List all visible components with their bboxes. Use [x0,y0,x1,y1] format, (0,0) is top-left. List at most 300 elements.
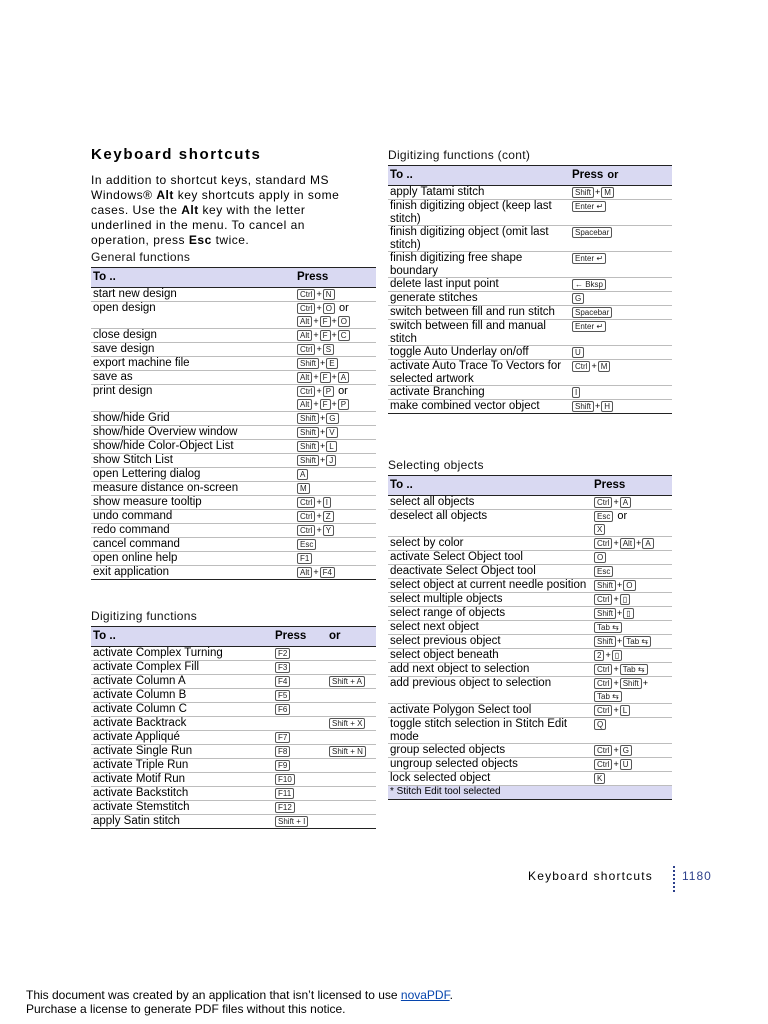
plus-sign: + [320,427,326,437]
select-row-shortcut [592,718,672,744]
table-row [388,360,672,386]
select-row-shortcut [592,663,672,677]
table-row [91,524,376,538]
select-row-shortcut [592,621,672,635]
key-enter: Enter ↵ [572,321,606,332]
table-row [388,677,672,704]
table-row [388,346,672,360]
table-row [388,565,672,579]
digit-row-alt [327,661,376,675]
plus-sign: + [320,441,326,451]
digit-row-label: activate Column A [91,675,273,689]
key-alt: Alt [297,399,312,410]
key-shift: Shift [297,441,319,452]
key-o: O [338,316,350,327]
key-f4: F4 [320,567,335,578]
key-f6: F6 [275,704,290,715]
license-notice [26,988,453,1016]
key-o: O [623,580,635,591]
table-row [388,621,672,635]
table-row [91,689,376,703]
plus-sign: + [591,361,597,371]
cont-row-label: finish digitizing free shape boundary [388,252,570,278]
key-shift: Shift [594,608,616,619]
select-row-shortcut [592,635,672,649]
table-row [91,661,376,675]
select-row-shortcut [592,772,672,786]
general-row-label: open Lettering dialog [91,468,295,482]
key-v: V [326,427,337,438]
key-ctrl: Ctrl [594,497,612,508]
general-row-shortcut [295,552,376,566]
general-row-shortcut [295,343,376,357]
select-row-shortcut [592,758,672,772]
table-row [388,306,672,320]
general-row-label: redo command [91,524,295,538]
general-row-label: measure distance on-screen [91,482,295,496]
digit-row-press [273,787,327,801]
key-k: K [594,773,605,784]
digit-row-alt [327,787,376,801]
digit-row-label: activate Complex Fill [91,661,273,675]
table-row [91,745,376,759]
intro-text-2: key shortcuts apply in some cases. Use the [91,188,340,217]
key-ctrl: Ctrl [297,386,315,397]
table-row [388,278,672,292]
table-row [388,579,672,593]
general-row-label: cancel command [91,538,295,552]
plus-sign: + [320,358,326,368]
general-row-label: undo command [91,510,295,524]
general-row-label: open online help [91,552,295,566]
key-ctrl: Ctrl [594,538,612,549]
col-or-label: or [607,169,619,182]
key-f: F [320,372,331,383]
select-row-label: activate Select Object tool [388,551,592,565]
col-to: To .. [91,627,273,647]
plus-sign: + [613,705,619,715]
general-row-label: show/hide Grid [91,412,295,426]
table-row [91,703,376,717]
key-n: N [323,289,335,300]
table-row [91,329,376,343]
plus-sign: + [595,187,601,197]
cont-row-label: apply Tatami stitch [388,186,570,200]
select-row-label: select object at current needle position [388,579,592,593]
key-f: F [320,316,331,327]
cont-row-shortcut [570,386,672,400]
table-row [388,607,672,621]
table-row [388,772,672,786]
digit-row-alt [327,717,376,731]
plus-sign: + [617,608,623,618]
col-to: To .. [388,476,592,496]
plus-sign: + [316,497,322,507]
select-row-label: deactivate Select Object tool [388,565,592,579]
digit-row-press [273,773,327,787]
key-u: U [572,347,584,358]
key-x: X [594,524,605,535]
key-ctrl: Ctrl [297,344,315,355]
general-row-shortcut [295,357,376,371]
table-row [388,200,672,226]
key-esc: Esc [594,511,613,522]
key-m: M [601,187,614,198]
key-j: J [326,455,336,466]
table-row [91,647,376,661]
select-row-shortcut [592,537,672,551]
plus-sign: + [313,399,319,409]
key-enter: Enter ↵ [572,201,606,212]
key-ctrl: Ctrl [594,664,612,675]
general-row-shortcut [295,524,376,538]
plus-sign: + [331,316,337,326]
plus-sign: + [595,401,601,411]
general-row-shortcut [295,510,376,524]
digit-row-press [273,815,327,829]
general-row-shortcut [295,468,376,482]
key-enter: Enter ↵ [572,253,606,264]
notice-line-2: Purchase a license to generate PDF files without this notice. [26,1002,346,1016]
table-row [91,566,376,580]
selecting-objects-heading: Selecting objects [388,458,484,472]
key-shift: Shift [297,413,319,424]
table-row [91,787,376,801]
key-f11: F11 [275,788,294,799]
key-e: E [326,358,337,369]
key-shift-i: Shift + I [275,816,308,827]
key-tab: Tab ⇆ [623,636,651,647]
general-row-shortcut [295,454,376,468]
plus-sign: + [313,372,319,382]
page-number: 1180 [682,869,712,883]
select-row-label: deselect all objects [388,510,592,537]
key-f4: F4 [275,676,290,687]
select-row-label: group selected objects [388,744,592,758]
cont-row-label: activate Auto Trace To Vectors for selected artwork [388,360,570,386]
table-row [388,635,672,649]
table-row [91,773,376,787]
novapdf-link[interactable]: novaPDF [400,988,450,1002]
key-alt: Alt [297,567,312,578]
digit-row-press [273,731,327,745]
notice-period: . [449,988,453,1002]
plus-sign: + [613,497,619,507]
digit-row-label: activate Backtrack [91,717,273,731]
key-g: G [326,413,338,424]
key-m: M [598,361,611,372]
cont-row-shortcut [570,360,672,386]
table-row [91,815,376,829]
general-row-shortcut [295,302,376,329]
general-row-shortcut [295,482,376,496]
table-row [91,302,376,329]
table-row [388,226,672,252]
key-ctrl: Ctrl [594,594,612,605]
key-ctrl: Ctrl [594,745,612,756]
cont-row-label: finish digitizing object (keep last stitch) [388,200,570,226]
table-row [388,186,672,200]
select-row-label: ungroup selected objects [388,758,592,772]
digitizing-cont-table [388,165,672,414]
plus-sign: + [313,567,319,577]
cont-row-label: delete last input point [388,278,570,292]
key-ctrl: Ctrl [572,361,590,372]
key-spacebar: Spacebar [572,307,612,318]
table-row [91,385,376,412]
table-row [91,288,376,302]
intro-text-4: twice. [211,233,250,247]
cont-row-shortcut [570,226,672,252]
table-row [388,537,672,551]
general-row-shortcut [295,288,376,302]
key-ctrl: Ctrl [297,497,315,508]
digit-row-alt [327,773,376,787]
digit-row-press [273,717,327,731]
table-row [388,704,672,718]
table-row [388,593,672,607]
table-row [91,675,376,689]
digit-row-alt [327,703,376,717]
key-ctrl: Ctrl [297,303,315,314]
key-f2: F2 [275,648,290,659]
key-f3: F3 [275,662,290,673]
key-ctrl: Ctrl [594,759,612,770]
table-row [91,440,376,454]
general-row-shortcut [295,538,376,552]
intro-esc-key: Esc [188,233,212,247]
plus-sign: + [316,289,322,299]
table-row [91,412,376,426]
select-row-shortcut [592,649,672,663]
cont-row-label: switch between fill and manual stitch [388,320,570,346]
general-row-label: show/hide Overview window [91,426,295,440]
key-o: O [323,303,335,314]
table-row [91,731,376,745]
key-o: O [594,552,606,563]
general-row-label: exit application [91,566,295,580]
or-separator: or [617,510,628,522]
table-row [91,496,376,510]
digit-row-press [273,703,327,717]
general-row-shortcut [295,566,376,580]
digit-row-label: activate Single Run [91,745,273,759]
digit-row-label: activate Backstitch [91,787,273,801]
key-glyph: ▯ [623,608,633,619]
key-alt: Alt [620,538,635,549]
key-shift-x: Shift + X [329,718,365,729]
table-note-row [388,786,672,800]
key-y: Y [323,525,334,536]
key-shift: Shift [297,427,319,438]
plus-sign: + [320,413,326,423]
table-row [388,292,672,306]
col-to: To .. [91,268,295,288]
key-shift-a: Shift + A [329,676,365,687]
key-shift: Shift [572,187,594,198]
intro-alt-key-2: Alt [181,203,199,217]
key-a: A [642,538,653,549]
key-l: L [620,705,630,716]
table-row [91,801,376,815]
table-row [388,649,672,663]
key-f8: F8 [275,746,290,757]
table-row [388,744,672,758]
select-row-label: add next object to selection [388,663,592,677]
table-row [91,468,376,482]
table-row [91,482,376,496]
select-row-label: lock selected object [388,772,592,786]
col-press [570,166,672,186]
select-row-shortcut [592,496,672,510]
intro-paragraph [91,173,366,248]
general-row-label: print design [91,385,295,412]
intro-alt-key-1: Alt [156,188,174,202]
table-row [388,663,672,677]
general-row-label: show/hide Color-Object List [91,440,295,454]
digit-row-alt [327,689,376,703]
selecting-objects-table [388,475,672,800]
key-ctrl: Ctrl [297,525,315,536]
key-m: M [297,483,310,494]
plus-sign: + [613,745,619,755]
cont-row-label: activate Branching [388,386,570,400]
plus-sign: + [613,594,619,604]
key-spacebar: Spacebar [572,227,612,238]
key-f10: F10 [275,774,295,785]
intro-text-3: key with the letter underlined in the menu. To cancel an operation, press [91,203,306,247]
plus-sign: + [313,316,319,326]
table-row [91,717,376,731]
table-row [388,320,672,346]
plus-sign: + [331,399,337,409]
table-row [388,400,672,414]
digit-row-label: apply Satin stitch [91,815,273,829]
key-shift: Shift [594,636,616,647]
select-row-shortcut [592,565,672,579]
key-alt: Alt [297,372,312,383]
digit-row-press [273,801,327,815]
digit-row-alt [327,815,376,829]
col-press: Press [273,627,327,647]
cont-row-shortcut [570,252,672,278]
digit-row-alt [327,801,376,815]
key-f1: F1 [297,553,312,564]
key-2: 2 [594,650,604,661]
key-tab: Tab ⇆ [594,622,622,633]
cont-row-shortcut [570,306,672,320]
intro-text-1: In addition to shortcut keys, standard MS Windows® [91,173,329,202]
key-shift: Shift [572,401,594,412]
general-row-shortcut [295,440,376,454]
digit-row-press [273,675,327,689]
key-esc: Esc [297,539,316,550]
table-row [388,496,672,510]
key-shift: Shift [620,678,642,689]
plus-sign: + [316,386,322,396]
digit-row-press [273,745,327,759]
digit-row-press [273,647,327,661]
select-row-label: select by color [388,537,592,551]
digit-row-label: activate Triple Run [91,759,273,773]
table-row [91,538,376,552]
table-row [91,343,376,357]
digit-row-label: activate Complex Turning [91,647,273,661]
col-press: Press [295,268,376,288]
digit-row-alt [327,675,376,689]
table-row [91,759,376,773]
plus-sign: + [617,580,623,590]
key-ctrl: Ctrl [594,678,612,689]
cont-row-label: switch between fill and run stitch [388,306,570,320]
general-row-shortcut [295,329,376,343]
key-tab: Tab ⇆ [594,691,622,702]
key-shift: Shift [594,580,616,591]
plus-sign: + [642,678,648,688]
table-row [91,552,376,566]
select-row-label: select multiple objects [388,593,592,607]
key-i: I [572,387,580,398]
plus-sign: + [617,636,623,646]
select-row-label: select next object [388,621,592,635]
key-shift-n: Shift + N [329,746,366,757]
digit-row-label: activate Column C [91,703,273,717]
digitizing-functions-heading: Digitizing functions [91,609,198,623]
cont-row-shortcut [570,200,672,226]
digit-row-alt [327,745,376,759]
table-row [91,454,376,468]
select-row-label: toggle stitch selection in Stitch Edit mode [388,718,592,744]
col-press: Press [592,476,672,496]
digit-row-label: activate Appliqué [91,731,273,745]
select-row-label: add previous object to selection [388,677,592,704]
plus-sign: + [316,344,322,354]
general-row-label: close design [91,329,295,343]
general-row-shortcut [295,371,376,385]
col-press-label: Press [572,169,604,182]
plus-sign: + [313,330,319,340]
key-q: Q [594,719,606,730]
notice-text: This document was created by an application that isn’t licensed to use [26,988,401,1002]
general-row-label: open design [91,302,295,329]
table-row [91,426,376,440]
plus-sign: + [613,759,619,769]
table-row [388,510,672,537]
digit-row-press [273,661,327,675]
plus-sign: + [605,650,611,660]
select-row-shortcut [592,704,672,718]
or-separator: or [338,385,348,397]
key-z: Z [323,511,334,522]
key-s: S [323,344,334,355]
general-row-shortcut [295,385,376,412]
select-row-shortcut [592,744,672,758]
general-row-shortcut [295,412,376,426]
select-row-shortcut [592,677,672,704]
cont-row-label: finish digitizing object (omit last stitch) [388,226,570,252]
general-functions-heading: General functions [91,250,191,264]
cont-row-label: make combined vector object [388,400,570,414]
key-alt: Alt [297,330,312,341]
key-ctrl: Ctrl [297,511,315,522]
key-f: F [320,399,331,410]
key-glyph: ▯ [612,650,622,661]
key-tab: Tab ⇆ [620,664,648,675]
select-row-label: select range of objects [388,607,592,621]
general-row-label: show Stitch List [91,454,295,468]
key-f9: F9 [275,760,290,771]
plus-sign: + [316,511,322,521]
